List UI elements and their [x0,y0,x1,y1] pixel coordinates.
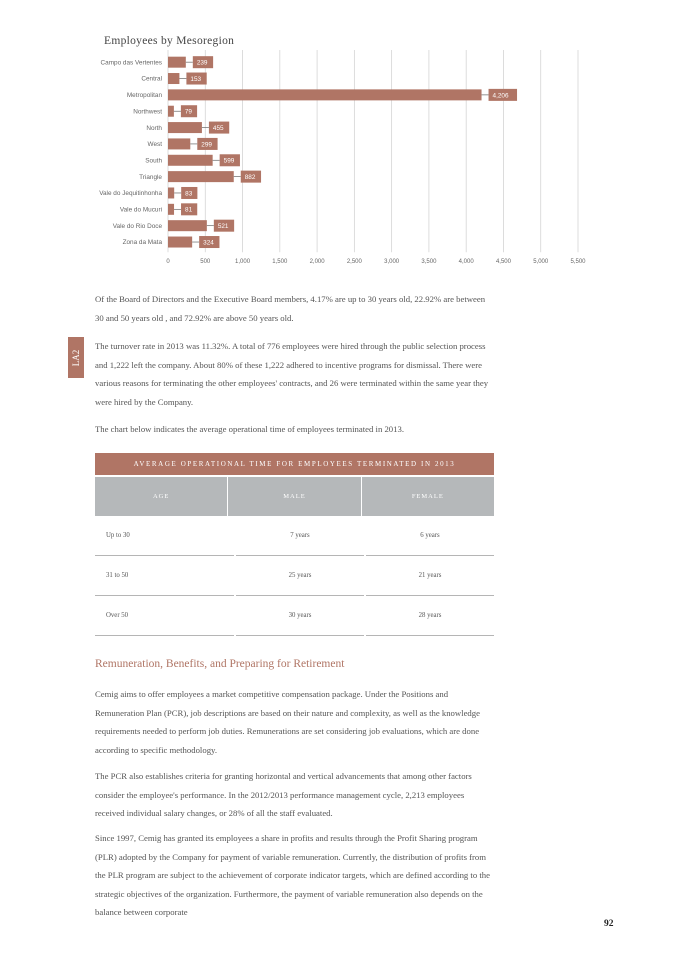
value-label: 239 [196,59,208,67]
x-tick-label: 0 [166,259,170,266]
category-label: Northwest [133,108,162,116]
table-cell-male: 25 years [236,556,364,596]
category-label: Metropolitan [126,92,162,100]
table-cell-male: 7 years [236,516,364,556]
table-cell-age: 31 to 50 [95,556,234,596]
x-tick-label: 4,000 [458,259,474,266]
paragraph-pcr: The PCR also establishes criteria for granting horizontal and vertical advancements that among other factors consider the employee's performance. In the 2012/2013 performance management cycle, 2,213 employees received individual salary changes, or 28% of all the staff evaluated. [95,771,472,819]
x-tick-label: 5,000 [533,259,549,266]
value-label: 83 [185,190,193,198]
table-cell-female: 21 years [366,556,494,596]
bar [168,89,482,100]
bar [168,187,174,198]
x-tick-label: 1,000 [235,259,251,266]
x-tick-label: 5,500 [570,259,586,266]
bar [168,237,192,248]
category-label: Triangle [139,173,162,181]
table-cell-age: Up to 30 [95,516,234,556]
table-header-row [95,477,494,516]
bar [168,73,179,84]
table-header-male: MALE [228,477,360,516]
operational-time-table [95,453,494,636]
section-heading: Remuneration, Benefits, and Preparing for Retirement [95,658,345,670]
table-row [95,596,494,636]
paragraph-plr: Since 1997, Cemig has granted its employees a share in profits and results through the Profit Sharing program (PLR) adopted by the Company for payment of variable remuneration. Currently, the distribution of profits from the PLR program are subject to the achievement of corporate indicator targets, which are defined according to the strategic objectives of the organization. Furthermore, the payment of variable remuneration also depends on the balance between corporate [95,833,490,918]
value-label: 455 [212,124,224,132]
table-header-age: AGE [95,477,227,516]
table-cell-age: Over 50 [95,596,234,636]
table-header-female: FEMALE [362,477,494,516]
table-cell-female: 28 years [366,596,494,636]
chart-title: Employees by Mesoregion [104,35,235,47]
value-label: 153 [190,75,202,83]
paragraph-compensation: Cemig aims to offer employees a market competitive compensation package. Under the Positions and Remuneration Plan (PCR), job descriptions are based on their nature and complexity, as well as the knowledge requirements needed to perform job duties. Remunerations are set considering job evaluations, which are done according to specific methodology. [95,689,480,755]
paragraph-board-ages: Of the Board of Directors and the Executive Board members, 4.17% are up to 30 years old, 22.92% are between 30 and 50 years old , and 72.92% are above 50 years old. [95,294,486,323]
bar [168,204,174,215]
x-tick-label: 3,500 [421,259,437,266]
table-cell-female: 6 years [366,516,494,556]
category-label: Campo das Vertentes [100,59,162,67]
value-label: 4,206 [492,92,509,100]
category-label: Vale do Rio Doce [112,222,162,230]
side-tab-label: LA2 [71,349,81,366]
x-tick-label: 4,500 [495,259,511,266]
bar [168,155,213,166]
table-row [95,516,494,556]
x-tick-label: 3,000 [384,259,400,266]
side-tab-la2 [68,337,84,378]
paragraph-chart-intro: The chart below indicates the average operational time of employees terminated in 2013. [95,424,405,434]
x-tick-label: 1,500 [272,259,288,266]
table-row [95,556,494,596]
value-label: 324 [203,239,214,247]
table-title: AVERAGE OPERATIONAL TIME FOR EMPLOYEES TERMINATED IN 2013 [95,453,494,475]
bar [168,171,234,182]
bar [168,57,186,68]
category-label: Vale do Mucuri [119,206,162,214]
page-number: 92 [604,919,614,929]
paragraph-turnover: The turnover rate in 2013 was 11.32%. A total of 776 employees were hired through the public selection process and 1,222 left the company. About 80% of these 1,222 adhered to incentive programs for dismissal. There were various reasons for terminating the other employees' contracts, and 26 were terminated within the same year they were hired by the Company. [95,341,489,407]
category-label: North [146,124,162,132]
value-label: 521 [217,223,229,231]
x-tick-label: 500 [200,259,211,266]
x-tick-label: 2,500 [346,259,362,266]
bar [168,122,202,133]
category-label: Zona da Mata [122,239,162,247]
category-label: South [145,157,162,165]
x-tick-label: 2,000 [309,259,325,266]
value-label: 81 [185,206,193,214]
bar [168,106,174,117]
category-label: Vale do Jequitinhonha [99,190,162,198]
employees-by-mesoregion-chart [0,48,680,266]
value-label: 79 [184,108,192,116]
category-label: West [147,141,162,149]
bar [168,138,190,149]
value-label: 882 [244,174,256,182]
bar [168,220,207,231]
value-label: 599 [223,157,235,165]
category-label: Central [141,75,162,83]
value-label: 299 [201,141,212,149]
table-cell-male: 30 years [236,596,364,636]
